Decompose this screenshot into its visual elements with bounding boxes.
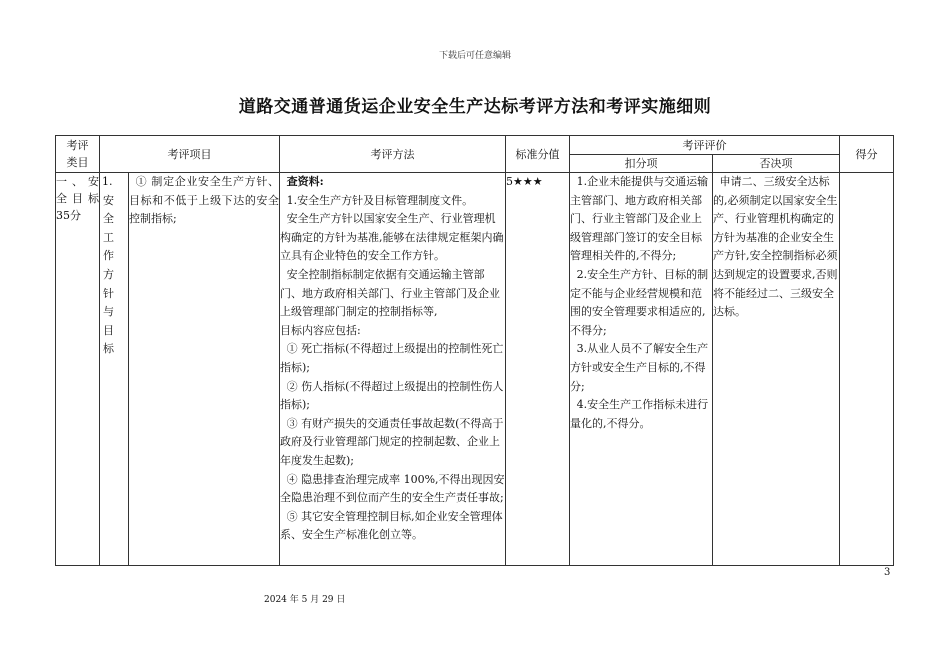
item-name-char: 标 (103, 342, 114, 356)
method-paragraph: ④ 隐患排查治理完成率 100%,不得出现因安全隐患治理不到位而产生的安全生产责任事故; (280, 472, 505, 505)
header-score: 得分 (840, 136, 894, 173)
header-method: 考评方法 (280, 136, 506, 173)
method-paragraph: 目标内容应包括: (280, 323, 361, 337)
method-paragraph: 安全生产方针以国家安全生产、行业管理机构确定的方针为基准,能够在法律规定框架内确立具有企业特色的安全工作方针。 (280, 212, 504, 263)
method-paragraph: ② 伤人指标(不得超过上级提出的控制性伤人指标); (280, 379, 504, 412)
item-name-char: 作 (103, 249, 114, 263)
method-paragraph: 安全控制指标制定依据有交通运输主管部门、地方政府相关部门、行业主管部门及企业上级管理部门制定的控制指标等, (280, 267, 500, 319)
header-item: 考评项目 (100, 136, 280, 173)
method-cell (280, 173, 506, 566)
method-paragraph: 1.安全生产方针及目标管理制度文件。 (286, 193, 474, 207)
method-paragraph: ⑤ 其它安全管理控制目标,如企业安全管理体系、安全生产标准化创立等。 (280, 509, 503, 542)
veto-cell (713, 173, 840, 566)
method-paragraph: ③ 有财产损失的交通责任事故起数(不得高于政府及行业管理部门规定的控制起数、企业上年度发生起数); (280, 416, 504, 467)
deduction-item: 4.安全生产工作指标未进行量化的,不得分。 (570, 398, 709, 430)
item-name-char: 工 (103, 230, 114, 244)
method-heading: 查资料: (286, 175, 324, 188)
item-number-cell (100, 173, 129, 566)
standard-score-cell: 5★★★ (506, 173, 570, 566)
page-number: 3 (884, 567, 891, 578)
item-name-char: 安 (103, 193, 114, 207)
header-note: 下载后可任意编辑 (438, 51, 511, 61)
item-content-cell (129, 173, 280, 566)
method-paragraph: ① 死亡指标(不得超过上级提出的控制性死亡指标); (280, 342, 504, 374)
header-standard-score: 标准分值 (506, 136, 570, 173)
item-name-char: 针 (103, 286, 114, 300)
header-evaluation: 考评评价 (570, 136, 840, 155)
veto-text: 申请二、三级安全达标的,必须制定以国家安全生产、行业管理机构确定的方针为基准的企业安全生产方针,安全控制指标必须达到规定的设置要求,否则将不能经过二、三级安全达标。 (713, 175, 838, 319)
item-name-char: 全 (103, 212, 114, 226)
item-number: 1. (102, 175, 113, 188)
item-content: ① 制定企业安全生产方针、目标和不低于上级下达的安全控制指标; (129, 175, 279, 226)
deduction-item: 1.企业未能提供与交通运输主管部门、地方政府相关部门、行业主管部门及企业上级管理部门签订的安全目标管理相关件的,不得分; (570, 175, 709, 263)
footer-date: 2024 年 5 月 29 日 (264, 595, 346, 605)
evaluation-table (55, 135, 894, 566)
category-cell: 一、安全目标35分 (56, 173, 100, 566)
item-name-char: 方 (103, 267, 114, 281)
header-veto: 否决项 (713, 155, 840, 173)
document-title: 道路交通普通货运企业安全生产达标考评方法和考评实施细则 (238, 97, 712, 117)
deduction-cell (570, 173, 713, 566)
header-deduction: 扣分项 (570, 155, 713, 173)
item-name-char: 目 (103, 323, 114, 337)
score-cell (840, 173, 894, 566)
deduction-item: 3.从业人员不了解安全生产方针或安全生产目标的,不得分; (570, 342, 709, 393)
deduction-item: 2.安全生产方针、目标的制定不能与企业经营规模和范围的安全管理要求相适应的,不得分; (570, 267, 709, 337)
header-category: 考评类目 (56, 136, 100, 173)
item-name-char: 与 (103, 305, 114, 319)
